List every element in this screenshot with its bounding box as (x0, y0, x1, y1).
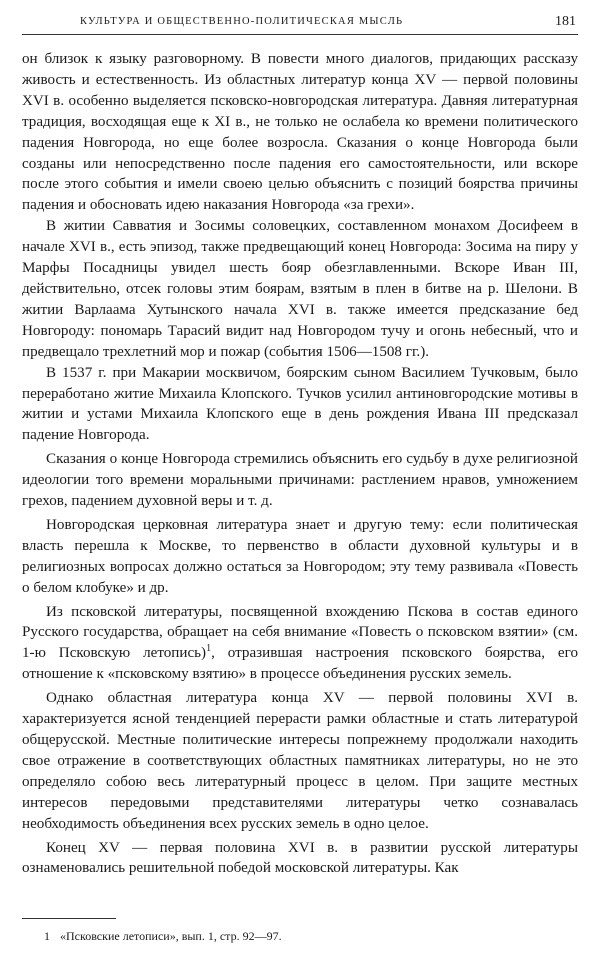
paragraph-8: Конец XV — первая половина XVI в. в развитии русской литературы ознаменовались решительной победой московской литературы. Как (22, 839, 578, 877)
footnote (44, 928, 282, 944)
paragraph-6 (22, 602, 578, 686)
paragraph-7: Однако областная литература конца XV — первой половины XVI в. характеризуется ясной тенденцией перерасти рамки областные и стать литературой общерусской. Местные политические интересы попрежнему продолжали находить свое отражение в соответствующих областных памятниках литературы, но не это определяло собою весь литературный процесс в целом. При защите местных интересов передовыми представителями литературы четко сознавалась необходимость объединения всех русских земель в одно целое. (22, 690, 578, 832)
running-head (22, 14, 578, 35)
paragraph-4: Сказания о конце Новгорода стремились объяснить его судьбу в духе религиозной идеологии того времени моральными причинами: растлением нравов, умножением грехов, падением духовной веры и т. д. (22, 451, 578, 510)
footnote-marker: 1 (44, 929, 50, 943)
paragraph-6-start: Из псковской литературы, посвященной вхождению Пскова в состав единого Русского государства, обращает на себя внимание «Повесть о псковском взятии» (см. 1-ю Псковскую летопись) (22, 603, 578, 662)
page-number: 181 (555, 14, 576, 29)
paragraph-3: В 1537 г. при Макарии москвичом, боярским сыном Василием Тучковым, было переработано житие Михаила Клопского. Тучков усилил антиновгородские мотивы в житии и устами Михаила Клопского еще в день рождения Ивана III предсказал падение Новгорода. (22, 364, 578, 444)
body-text (22, 49, 578, 879)
footnote-text: «Псковские летописи», вып. 1, стр. 92—97. (60, 929, 282, 943)
paragraph-5: Новгородская церковная литература знает и другую тему: если политическая власть перешла к Москве, то первенство в области духовной культуры и в религиозных вопросах должно остаться за Новгородом; эту тему развивала «Повесть о белом клобуке» и др. (22, 516, 578, 596)
footnote-divider (22, 918, 116, 919)
paragraph-2: В житии Савватия и Зосимы соловецких, составленном монахом Досифеем в начале XVI в., есть эпизод, также предвещающий конец Новгорода: Зосима на пиру у Марфы Посадницы увидел шесть бояр обезглавленными. Вскоре Иван III, действительно, отсек головы этим боярам, взятым в плен в битве на р. Шелони. В житии Варлаама Хутынского начала XVI в. также имеется предсказание бед Новгороду: пономарь Тарасий видит над Новгородом тучу и огонь небесный, что и предвещало трехлетний мор и пожар (события 1506—1508 гг.). (22, 218, 578, 360)
paragraph-6-end: , отразившая настроения псковского боярства, его отношение к «псковскому взятию» в процессе объединения русских земель. (22, 645, 578, 683)
paragraph-1: он близок к языку разговорному. В повести много диалогов, придающих рассказу живость и естественность. Из областных литератур конца XV — первой половины XVI в. особенно выделяется псковско-новгородская литература. Давняя литературная традиция, восходящая еще к XI в., не только не ослабела ко времени политического падения Новгорода, но еще более возросла. Сказания о конце Новгорода были созданы или непосредственно после падения его самостоятельности, или вскоре после этого события и имели своею целью объяснить с позиций боярства причины падения и обосновать идею наказания Новгорода «за грехи». (22, 51, 578, 214)
footnote-reference[interactable]: 1 (206, 643, 212, 655)
running-title: КУЛЬТУРА И ОБЩЕСТВЕННО-ПОЛИТИЧЕСКАЯ МЫСЛЬ (80, 16, 404, 27)
